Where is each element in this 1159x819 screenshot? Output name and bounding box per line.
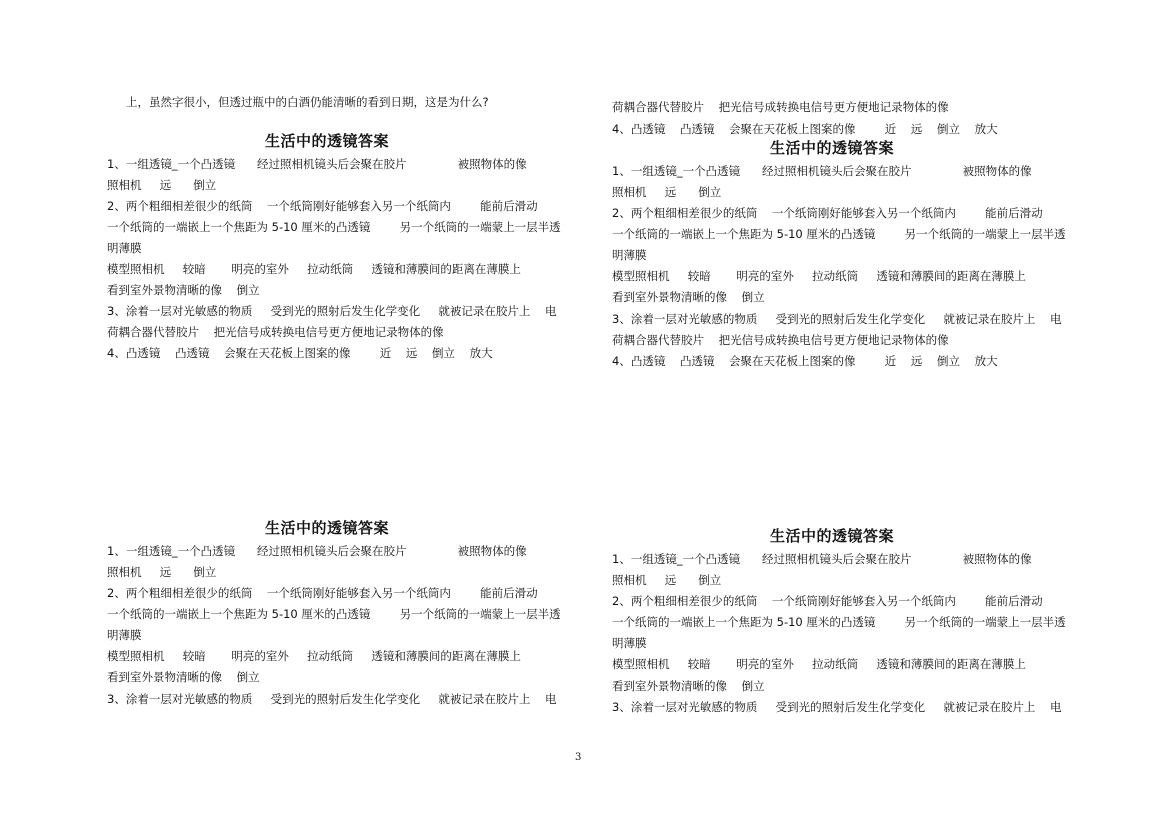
answer-line: 荷耦合器代替胶片 把光信号成转换电信号更方便地记录物体的像 — [612, 333, 949, 347]
answer-line: 4、凸透镜 凸透镜 会聚在天花板上图案的像 近 远 倒立 放大 — [107, 346, 493, 360]
answer-line: 一个纸筒的一端嵌上一个焦距为 5-10 厘米的凸透镜 另一个纸筒的一端蒙上一层半透 — [107, 220, 561, 234]
answer-line: 2、两个粗细相差很少的纸筒 一个纸筒刚好能够套入另一个纸筒内 能前后滑动 — [612, 206, 1043, 220]
section-title: 生活中的透镜答案 — [770, 527, 895, 545]
answer-line: 4、凸透镜 凸透镜 会聚在天花板上图案的像 近 远 倒立 放大 — [612, 122, 998, 136]
answer-line: 照相机 远 倒立 — [612, 573, 722, 587]
answer-line: 照相机 远 倒立 — [107, 565, 217, 579]
section-title: 生活中的透镜答案 — [265, 519, 390, 537]
answer-line: 模型照相机 较暗 明亮的室外 拉动纸筒 透镜和薄膜间的距离在薄膜上 — [612, 657, 1026, 671]
answer-line: 看到室外景物清晰的像 倒立 — [107, 670, 260, 684]
answer-line: 1、一组透镜_一个凸透镜 经过照相机镜头后会聚在胶片 被照物体的像 — [107, 157, 527, 171]
answer-line: 3、涂着一层对光敏感的物质 受到光的照射后发生化学变化 就被记录在胶片上 电 — [612, 700, 1062, 714]
answer-line: 3、涂着一层对光敏感的物质 受到光的照射后发生化学变化 就被记录在胶片上 电 — [107, 692, 557, 706]
answer-line: 看到室外景物清晰的像 倒立 — [107, 283, 260, 297]
answer-line: 模型照相机 较暗 明亮的室外 拉动纸筒 透镜和薄膜间的距离在薄膜上 — [612, 269, 1026, 283]
answer-line: 1、一组透镜_一个凸透镜 经过照相机镜头后会聚在胶片 被照物体的像 — [612, 164, 1032, 178]
answer-line: 荷耦合器代替胶片 把光信号成转换电信号更方便地记录物体的像 — [612, 100, 949, 114]
page-number: 3 — [575, 752, 582, 763]
answer-line: 3、涂着一层对光敏感的物质 受到光的照射后发生化学变化 就被记录在胶片上 电 — [107, 304, 557, 318]
answer-line: 看到室外景物清晰的像 倒立 — [612, 290, 765, 304]
answer-line: 一个纸筒的一端嵌上一个焦距为 5-10 厘米的凸透镜 另一个纸筒的一端蒙上一层半透 — [107, 607, 561, 621]
intro-question: 上，虽然字很小，但透过瓶中的白酒仍能清晰的看到日期，这是为什么? — [126, 95, 489, 109]
answer-line: 照相机 远 倒立 — [107, 178, 217, 192]
answer-line: 4、凸透镜 凸透镜 会聚在天花板上图案的像 近 远 倒立 放大 — [612, 354, 998, 368]
answer-line: 明薄膜 — [612, 636, 647, 650]
section-title: 生活中的透镜答案 — [770, 139, 895, 157]
answer-line: 2、两个粗细相差很少的纸筒 一个纸筒刚好能够套入另一个纸筒内 能前后滑动 — [107, 199, 538, 213]
answer-line: 明薄膜 — [107, 628, 142, 642]
answer-line: 模型照相机 较暗 明亮的室外 拉动纸筒 透镜和薄膜间的距离在薄膜上 — [107, 649, 521, 663]
answer-line: 3、涂着一层对光敏感的物质 受到光的照射后发生化学变化 就被记录在胶片上 电 — [612, 312, 1062, 326]
answer-line: 2、两个粗细相差很少的纸筒 一个纸筒刚好能够套入另一个纸筒内 能前后滑动 — [107, 586, 538, 600]
answer-line: 一个纸筒的一端嵌上一个焦距为 5-10 厘米的凸透镜 另一个纸筒的一端蒙上一层半透 — [612, 615, 1066, 629]
answer-line: 2、两个粗细相差很少的纸筒 一个纸筒刚好能够套入另一个纸筒内 能前后滑动 — [612, 594, 1043, 608]
answer-line: 照相机 远 倒立 — [612, 185, 722, 199]
answer-line: 模型照相机 较暗 明亮的室外 拉动纸筒 透镜和薄膜间的距离在薄膜上 — [107, 262, 521, 276]
answer-line: 看到室外景物清晰的像 倒立 — [612, 679, 765, 693]
answer-line: 荷耦合器代替胶片 把光信号成转换电信号更方便地记录物体的像 — [107, 325, 444, 339]
answer-line: 1、一组透镜_一个凸透镜 经过照相机镜头后会聚在胶片 被照物体的像 — [107, 544, 527, 558]
answer-line: 一个纸筒的一端嵌上一个焦距为 5-10 厘米的凸透镜 另一个纸筒的一端蒙上一层半透 — [612, 227, 1066, 241]
answer-line: 明薄膜 — [107, 241, 142, 255]
answer-line: 1、一组透镜_一个凸透镜 经过照相机镜头后会聚在胶片 被照物体的像 — [612, 552, 1032, 566]
answer-line: 明薄膜 — [612, 248, 647, 262]
section-title: 生活中的透镜答案 — [265, 132, 390, 150]
